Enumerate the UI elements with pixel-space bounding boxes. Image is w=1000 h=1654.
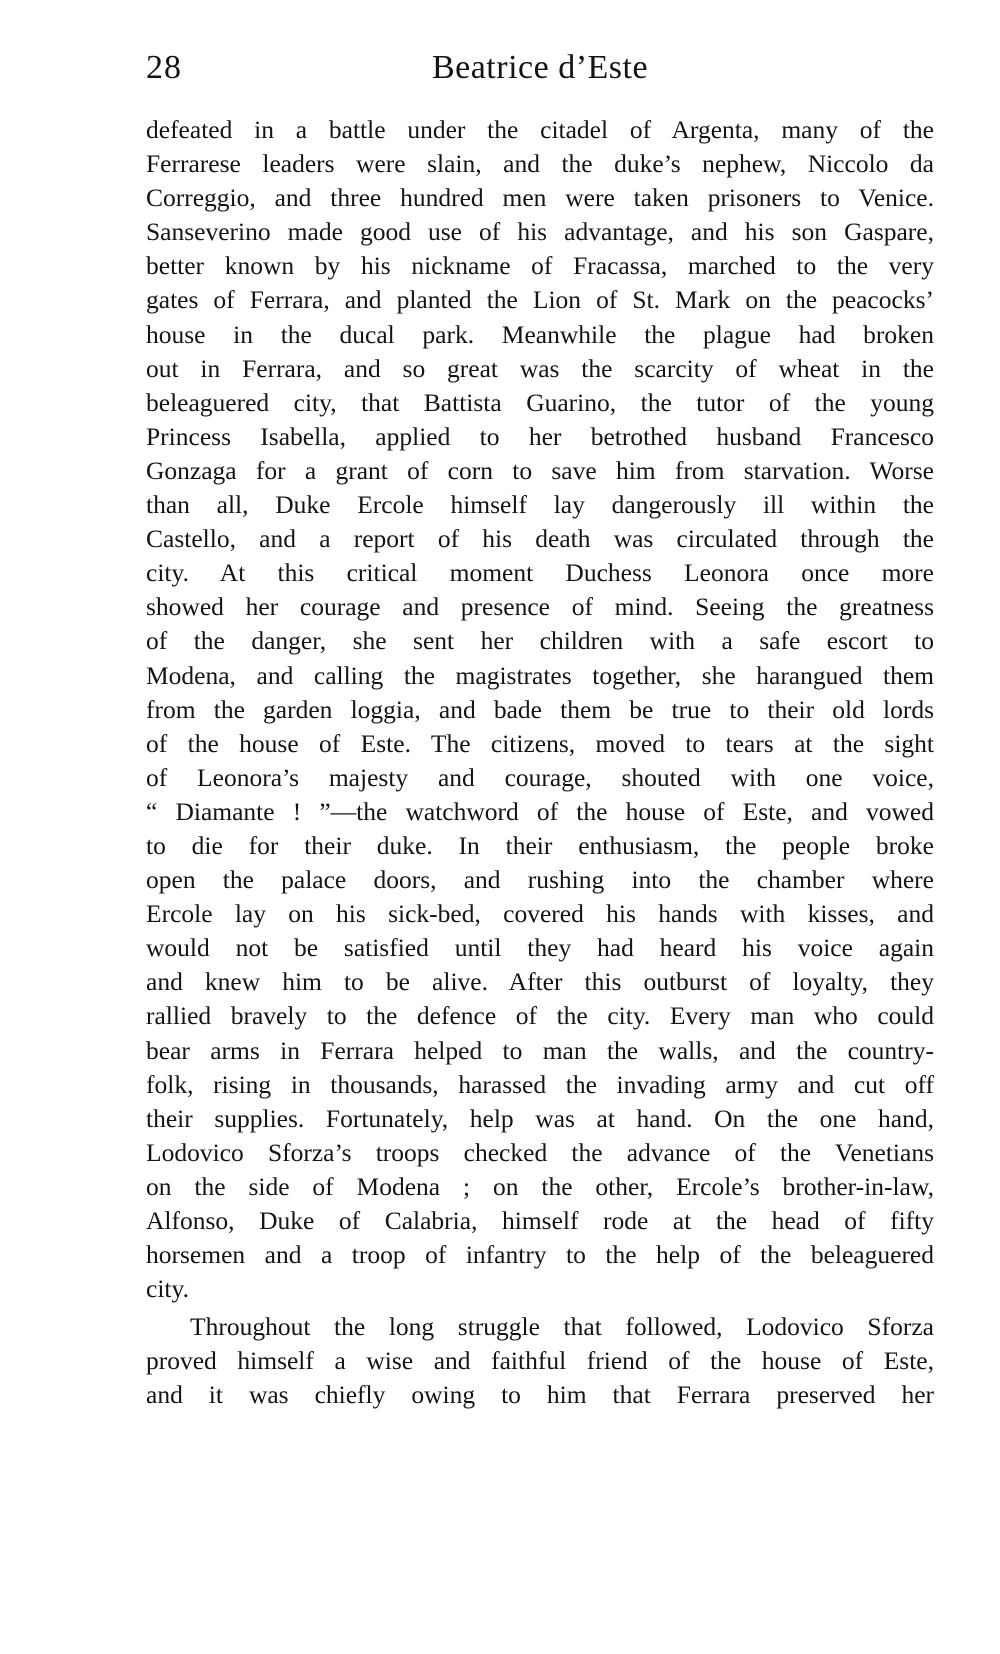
text-line: on the side of Modena ; on the other, Ercole’s brother-in-law, bbox=[146, 1171, 934, 1201]
text-line: out in Ferrara, and so great was the scarcity of wheat in the bbox=[146, 353, 934, 383]
text-line: from the garden loggia, and bade them be true to their old lords bbox=[146, 694, 934, 724]
text-line: Lodovico Sforza’s troops checked the advance of the Venetians bbox=[146, 1137, 934, 1167]
text-line: Princess Isabella, applied to her betrothed husband Francesco bbox=[146, 421, 934, 451]
text-line: Castello, and a report of his death was circulated through the bbox=[146, 524, 934, 554]
text-line: city. At this critical moment Duchess Leonora once more bbox=[146, 558, 934, 588]
text-line: rallied bravely to the defence of the city. Every man who could bbox=[146, 1001, 934, 1031]
text-line: than all, Duke Ercole himself lay dangerously ill within the bbox=[146, 490, 934, 520]
text-line: to die for their duke. In their enthusiasm, the people broke bbox=[146, 830, 934, 860]
text-line: Sanseverino made good use of his advantage, and his son Gaspare, bbox=[146, 217, 934, 247]
text-line: of Leonora’s majesty and courage, shouted with one voice, bbox=[146, 762, 934, 792]
text-line: defeated in a battle under the citadel of Argenta, many of the bbox=[146, 115, 934, 144]
text-line: Ferrarese leaders were slain, and the duke’s nephew, Niccolo da bbox=[146, 149, 934, 179]
text-line: proved himself a wise and faithful friend of the house of Este, bbox=[146, 1346, 934, 1376]
text-line: Ercole lay on his sick-bed, covered his hands with kisses, and bbox=[146, 899, 934, 929]
text-line: open the palace doors, and rushing into the chamber where bbox=[146, 865, 934, 895]
paragraph bbox=[146, 113, 934, 1306]
running-title: Beatrice d’Este bbox=[431, 49, 649, 86]
text-line: bear arms in Ferrara helped to man the walls, and the country- bbox=[146, 1035, 934, 1065]
text-line: house in the ducal park. Meanwhile the plague had broken bbox=[146, 319, 934, 349]
text-line: Throughout the long struggle that followed, Lodovico Sforza bbox=[190, 1312, 934, 1342]
page-header bbox=[146, 44, 934, 92]
body-text bbox=[146, 113, 934, 1413]
text-line: horsemen and a troop of infantry to the help of the beleaguered bbox=[146, 1240, 934, 1270]
text-line: gates of Ferrara, and planted the Lion of St. Mark on the peacocks’ bbox=[146, 285, 934, 315]
text-line: Correggio, and three hundred men were taken prisoners to Venice. bbox=[146, 183, 934, 213]
text-line: Alfonso, Duke of Calabria, himself rode at the head of fifty bbox=[146, 1206, 934, 1235]
paragraph bbox=[146, 1310, 934, 1412]
text-line: Modena, and calling the magistrates together, she harangued them bbox=[146, 660, 934, 690]
text-line: would not be satisfied until they had heard his voice again bbox=[146, 933, 934, 963]
text-line: their supplies. Fortunately, help was at hand. On the one hand, bbox=[146, 1103, 934, 1133]
text-line: and it was chiefly owing to him that Ferrara preserved her bbox=[146, 1380, 934, 1410]
text-line: folk, rising in thousands, harassed the invading army and cut off bbox=[146, 1069, 934, 1099]
text-line: of the danger, she sent her children with a safe escort to bbox=[146, 626, 934, 656]
text-line: city. bbox=[146, 1274, 189, 1304]
text-line: beleaguered city, that Battista Guarino, the tutor of the young bbox=[146, 387, 934, 417]
page-number: 28 bbox=[146, 49, 182, 86]
text-line: of the house of Este. The citizens, moved to tears at the sight bbox=[146, 728, 934, 758]
text-line: Gonzaga for a grant of corn to save him from starvation. Worse bbox=[146, 455, 934, 485]
text-line: showed her courage and presence of mind. Seeing the greatness bbox=[146, 592, 934, 622]
text-line: and knew him to be alive. After this outburst of loyalty, they bbox=[146, 967, 934, 997]
text-line: “ Diamante ! ”—the watchword of the house of Este, and vowed bbox=[146, 796, 934, 826]
text-line: better known by his nickname of Fracassa, marched to the very bbox=[146, 251, 934, 281]
